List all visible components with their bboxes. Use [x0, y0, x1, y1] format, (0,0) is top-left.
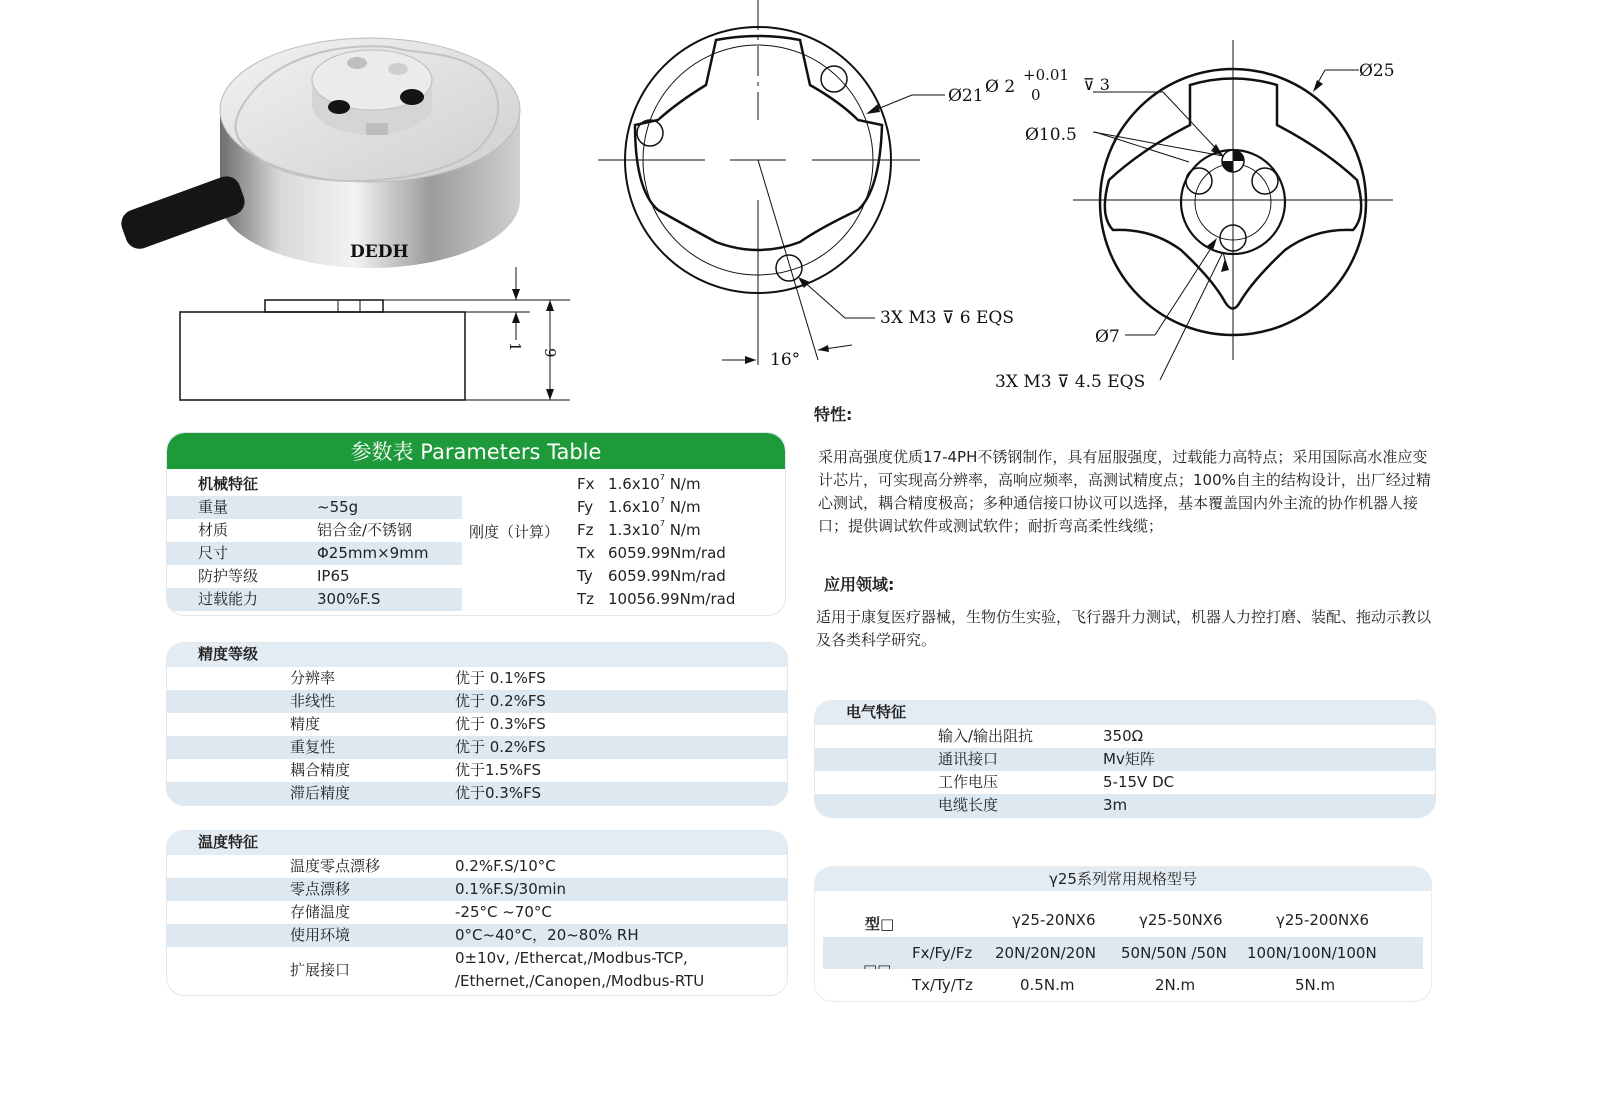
row-value: 优于1.5%FS — [455, 761, 541, 779]
electrical-header: 电气特征 — [846, 703, 907, 721]
row-value: 100N/100N/100N — [1247, 944, 1377, 962]
front-phi21-label: Ø21 — [948, 86, 984, 106]
models-col-header: γ25-200NX6 — [1276, 911, 1370, 929]
row-value: 50N/50N /50N — [1121, 944, 1227, 962]
stiffness-value: 10056.99Nm/rad — [608, 590, 736, 608]
product-photo — [120, 15, 560, 290]
electrical-header-row — [815, 701, 1435, 725]
table-row — [167, 782, 787, 805]
table-row — [167, 496, 462, 519]
row-key: 滞后精度 — [290, 784, 351, 802]
features-title: 特性: — [814, 405, 853, 424]
row-axis: Tx/Ty/Tz — [912, 976, 973, 994]
table-row — [815, 725, 1435, 748]
row-key: 耦合精度 — [290, 761, 351, 779]
parameters-table — [166, 432, 786, 616]
precision-section — [166, 642, 788, 806]
row-key: 使用环境 — [290, 926, 351, 944]
row-key: 精度 — [290, 715, 321, 733]
parameters-table-title: 参数表 Parameters Table — [167, 433, 785, 469]
stiffness-row — [562, 588, 785, 611]
table-row — [167, 878, 787, 901]
row-value: Φ25mm×9mm — [317, 544, 429, 562]
row-value: 350Ω — [1103, 727, 1144, 745]
table-row — [823, 937, 1423, 969]
electrical-section — [814, 700, 1436, 818]
stiffness-axis: Fz — [577, 521, 594, 539]
models-body — [823, 937, 1423, 1001]
stiffness-row — [562, 473, 785, 496]
front-angle-label: 16° — [770, 350, 801, 370]
mech-header-row — [167, 473, 467, 496]
stiffness-value: 6059.99Nm/rad — [608, 567, 726, 585]
row-value: 20N/20N/20N — [995, 944, 1097, 962]
row-value: 0.1%F.S/30min — [455, 880, 567, 898]
models-col-header: γ25-50NX6 — [1139, 911, 1223, 929]
row-key: 电缆长度 — [938, 796, 999, 814]
row-key: 非线性 — [290, 692, 336, 710]
stiffness-row — [562, 542, 785, 565]
row-value: Mv矩阵 — [1103, 750, 1155, 768]
stiffness-axis: Fx — [577, 475, 595, 493]
stiffness-axis: Fy — [577, 498, 594, 516]
features-text: 采用高强度优质17-4PH不锈钢制作，具有屈服强度，过载能力高特点；采用国际高水准应变计芯片，可实现高分辨率，高响应频率，高测试精度点；100%自主的结构设计，出厂经过精心测试，耦合精度极高；多种通信接口协议可以选择，基本覆盖国内外主流的协作机器人接口；提供调试软件或测试软件；耐折弯高柔性线缆； — [818, 448, 1431, 535]
table-row — [815, 771, 1435, 794]
row-key: 存储温度 — [290, 903, 351, 921]
stiffness-row — [562, 565, 785, 588]
row-value: 铝合金/不锈钢 — [317, 521, 413, 539]
table-row — [167, 588, 462, 611]
row-key: 重复性 — [290, 738, 336, 756]
row-value: 5N.m — [1295, 976, 1336, 994]
back-tol-down: 0 — [1031, 86, 1041, 104]
row-value: 0.2%F.S/10°C — [455, 857, 556, 875]
models-section — [814, 866, 1432, 1002]
back-phi10-label: Ø10.5 — [1025, 125, 1077, 145]
brand-logo: DEDH — [350, 242, 409, 262]
models-title: γ25系列常用规格型号 — [815, 867, 1431, 891]
row-value: 优于 0.1%FS — [455, 669, 546, 687]
row-value: 5-15V DC — [1103, 773, 1175, 791]
ext-interface-row — [167, 947, 787, 995]
precision-header: 精度等级 — [198, 645, 259, 663]
row-value: 300%F.S — [317, 590, 381, 608]
row-value: 优于0.3%FS — [455, 784, 541, 802]
side-view-drawing — [170, 262, 590, 412]
back-holes-label: 3X M3 ⊽ 4.5 EQS — [995, 372, 1146, 392]
front-view-drawing — [590, 0, 1050, 385]
table-row — [167, 690, 787, 713]
temperature-header-row — [167, 831, 787, 855]
table-row — [823, 969, 1423, 1001]
table-row — [815, 794, 1435, 817]
dim-9-label: 9 — [541, 348, 559, 358]
row-value: 优于 0.3%FS — [455, 715, 546, 733]
row-key: 过载能力 — [198, 590, 259, 608]
row-key: 防护等级 — [198, 567, 259, 585]
stiffness-row — [562, 519, 785, 542]
back-phi25-label: Ø25 — [1359, 61, 1395, 81]
table-row — [167, 519, 462, 542]
stiffness-axis: Ty — [577, 567, 593, 585]
precision-header-row — [167, 643, 787, 667]
table-row — [167, 855, 787, 878]
back-phi7-label: Ø7 — [1095, 327, 1120, 347]
row-value: IP65 — [317, 567, 350, 585]
row-key: 温度零点漂移 — [290, 857, 381, 875]
stiffness-value: $1.6x10^7$ N/m — [608, 496, 701, 516]
models-col-header: γ25-20NX6 — [1012, 911, 1096, 929]
models-type-label: 型□ — [865, 915, 895, 933]
row-value: 优于 0.2%FS — [455, 692, 546, 710]
row-key: 重量 — [198, 498, 229, 516]
application-text: 适用于康复医疗器械，生物仿生实验，飞行器升力测试，机器人力控打磨、装配、拖动示教以及各类科学研究。 — [816, 608, 1432, 649]
row-value: 2N.m — [1155, 976, 1196, 994]
stiffness-value: $1.3x10^7$ N/m — [608, 519, 701, 539]
stiffness-label: 刚度（计算） — [469, 523, 560, 541]
back-view-drawing — [985, 40, 1415, 400]
table-row — [167, 713, 787, 736]
stiffness-axis: Tz — [577, 590, 595, 608]
table-row — [815, 748, 1435, 771]
table-row — [167, 542, 462, 565]
row-key: 材质 — [198, 521, 229, 539]
table-row — [167, 901, 787, 924]
stiffness-axis: Tx — [577, 544, 596, 562]
row-axis: Fx/Fy/Fz — [912, 944, 973, 962]
table-row — [167, 565, 462, 588]
table-row — [167, 667, 787, 690]
row-key: 通讯接口 — [938, 750, 999, 768]
back-phi2-label: Ø 2 — [985, 77, 1016, 97]
row-value: 3m — [1103, 796, 1128, 814]
stiffness-value: $1.6x10^7$ N/m — [608, 473, 701, 493]
row-key: 分辨率 — [290, 669, 336, 687]
temperature-header: 温度特征 — [198, 833, 259, 851]
stiffness-value: 6059.99Nm/rad — [608, 544, 726, 562]
dim-1-label: 1 — [506, 342, 524, 352]
table-row — [167, 924, 787, 947]
row-key: 尺寸 — [198, 544, 229, 562]
row-value: 0.5N.m — [1020, 976, 1075, 994]
row-key: 零点漂移 — [290, 880, 351, 898]
back-depth3-label: ⊽ 3 — [1083, 75, 1110, 94]
ext-interface-line2: /Ethernet,/Canopen,/Modbus-RTU — [455, 972, 705, 990]
temperature-section — [166, 830, 788, 996]
row-value: -25°C ~70°C — [455, 903, 552, 921]
application-title: 应用领域: — [824, 575, 895, 594]
mech-header: 机械特征 — [198, 475, 259, 493]
table-row — [167, 736, 787, 759]
row-key: 工作电压 — [938, 773, 999, 791]
back-tol-up: +0.01 — [1023, 66, 1069, 84]
row-value: 0°C~40°C，20~80% RH — [455, 926, 639, 944]
row-value: 优于 0.2%FS — [455, 738, 546, 756]
front-holes-label: 3X M3 ⊽ 6 EQS — [880, 308, 1015, 328]
ext-interface-label: 扩展接口 — [290, 961, 351, 979]
row-value: ~55g — [317, 498, 359, 516]
row-key: 输入/输出阻抗 — [938, 727, 1034, 745]
ext-interface-line1: 0±10v, /Ethercat,/Modbus-TCP, — [455, 949, 688, 967]
stiffness-row — [562, 496, 785, 519]
table-row — [167, 759, 787, 782]
